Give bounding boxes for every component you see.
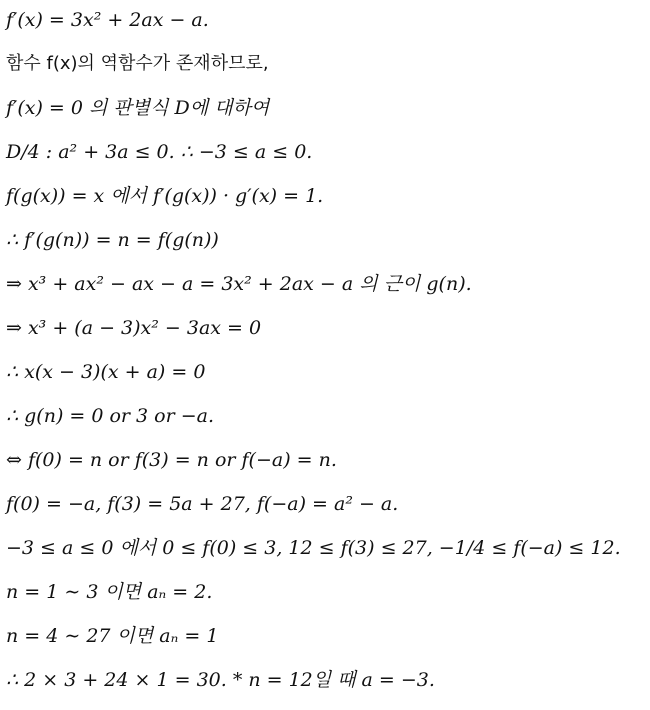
line-discriminant: f′(x) = 0 의 판별식 D에 대하여 xyxy=(6,97,270,119)
line-values: f(0) = −a, f(3) = 5a + 27, f(−a) = a² − a. xyxy=(6,493,399,515)
line-roots: ∴ g(n) = 0 or 3 or −a. xyxy=(6,405,215,427)
line-conclusion: ∴ 2 × 3 + 24 × 1 = 30. * n = 12일 때 a = −3. xyxy=(6,669,435,691)
line-derivative: f′(x) = 3x² + 2ax − a. xyxy=(6,9,209,31)
line-ranges: −3 ≤ a ≤ 0 에서 0 ≤ f(0) ≤ 3, 12 ≤ f(3) ≤ 27, −1/4 ≤ f(−a) ≤ 12. xyxy=(6,537,621,559)
line-therefore-fg: ∴ f′(g(n)) = n = f(g(n)) xyxy=(6,229,219,251)
line-discriminant-condition: D/4 : a² + 3a ≤ 0. ∴ −3 ≤ a ≤ 0. xyxy=(6,141,313,163)
line-inverse-exists: 함수 f(x)의 역함수가 존재하므로, xyxy=(6,53,269,74)
line-equivalence: ⇔ f(0) = n or f(3) = n or f(−a) = n. xyxy=(6,449,337,471)
line-case-1: n = 1 ∼ 3 이면 aₙ = 2. xyxy=(6,581,213,603)
line-inverse-identity: f(g(x)) = x 에서 f′(g(x)) · g′(x) = 1. xyxy=(6,185,324,207)
line-root-equation: ⇒ x³ + ax² − ax − a = 3x² + 2ax − a 의 근이 g(n). xyxy=(6,273,472,295)
line-factored: ∴ x(x − 3)(x + a) = 0 xyxy=(6,361,206,383)
line-cubic: ⇒ x³ + (a − 3)x² − 3ax = 0 xyxy=(6,317,262,339)
line-case-2: n = 4 ∼ 27 이면 aₙ = 1 xyxy=(6,625,219,647)
